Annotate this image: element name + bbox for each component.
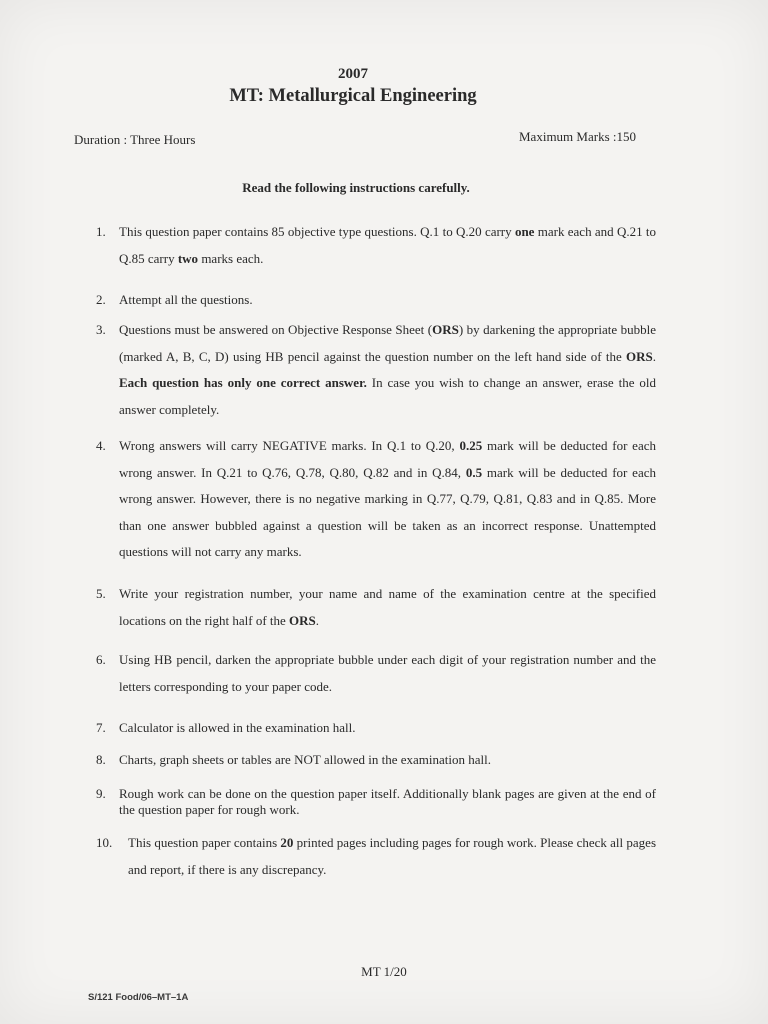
instruction-item-2 (96, 287, 656, 315)
maximum-marks-label: Maximum Marks :150 (519, 129, 636, 144)
paper-title: MT: Metallurgical Engineering (229, 86, 477, 106)
instruction-text: This question paper contains 85 objective type questions. Q.1 to Q.20 carry one mark each and Q.21 to Q.85 carry two marks each. (119, 224, 656, 266)
instruction-number: 2. (96, 292, 106, 307)
instruction-item-1 (96, 219, 656, 275)
instruction-item-6 (96, 647, 656, 703)
instruction-number: 4. (96, 438, 106, 453)
instruction-item-7 (96, 715, 656, 743)
instruction-text: This question paper contains 20 printed pages including pages for rough work. Please check all pages and report, if there is any discrepancy. (128, 835, 657, 877)
instruction-item-4 (96, 433, 656, 569)
instruction-text: Using HB pencil, darken the appropriate bubble under each digit of your registration number and the letters corresponding to your paper code. (119, 652, 656, 694)
instruction-item-5 (96, 581, 656, 637)
instructions-heading: Read the following instructions carefully. (242, 180, 470, 195)
exam-year: 2007 (338, 66, 368, 82)
instruction-item-3 (96, 317, 656, 427)
page-number: MT 1/20 (361, 964, 407, 979)
instruction-text: Wrong answers will carry NEGATIVE marks. In Q.1 to Q.20, 0.25 mark will be deducted for each wrong answer. In Q.21 to Q.76, Q.78, Q.80, Q.82 and in Q.84, 0.5 mark will be deducted for each wrong answer. However, there is no negative marking in Q.77, Q.79, Q.81, Q.83 and in Q.85. More than one answer bubbled against a question will be taken as an incorrect response. Unattempted questions will not carry any marks. (119, 438, 656, 559)
instruction-number: 5. (96, 586, 106, 601)
instruction-item-8 (96, 747, 656, 775)
print-code: S/121 Food/06–MT–1A (88, 992, 189, 1003)
instruction-text: Questions must be answered on Objective Response Sheet (ORS) by darkening the appropriate bubble (marked A, B, C, D) using HB pencil against the question number on the left hand side of the ORS. Each question has only one correct answer. In case you wish to change an answer, erase the old answer completely. (119, 322, 657, 417)
instruction-text: Charts, graph sheets or tables are NOT allowed in the examination hall. (119, 752, 491, 767)
instruction-number: 6. (96, 652, 106, 667)
instruction-item-9 (96, 786, 656, 822)
instruction-text: Write your registration number, your name and name of the examination centre at the specified locations on the right half of the ORS. (119, 586, 656, 628)
instruction-number: 9. (96, 786, 106, 801)
instruction-text: Rough work can be done on the question paper itself. Additionally blank pages are given at the end of the question paper for rough work. (119, 786, 656, 817)
instruction-number: 1. (96, 224, 106, 239)
instruction-text: Calculator is allowed in the examination hall. (119, 720, 356, 735)
instruction-number: 8. (96, 752, 106, 767)
duration-label: Duration : Three Hours (74, 132, 196, 147)
instruction-item-10 (96, 830, 656, 886)
instruction-number: 7. (96, 720, 106, 735)
instruction-number: 3. (96, 322, 106, 337)
instruction-text: Attempt all the questions. (119, 292, 253, 307)
instruction-number: 10. (96, 835, 113, 850)
